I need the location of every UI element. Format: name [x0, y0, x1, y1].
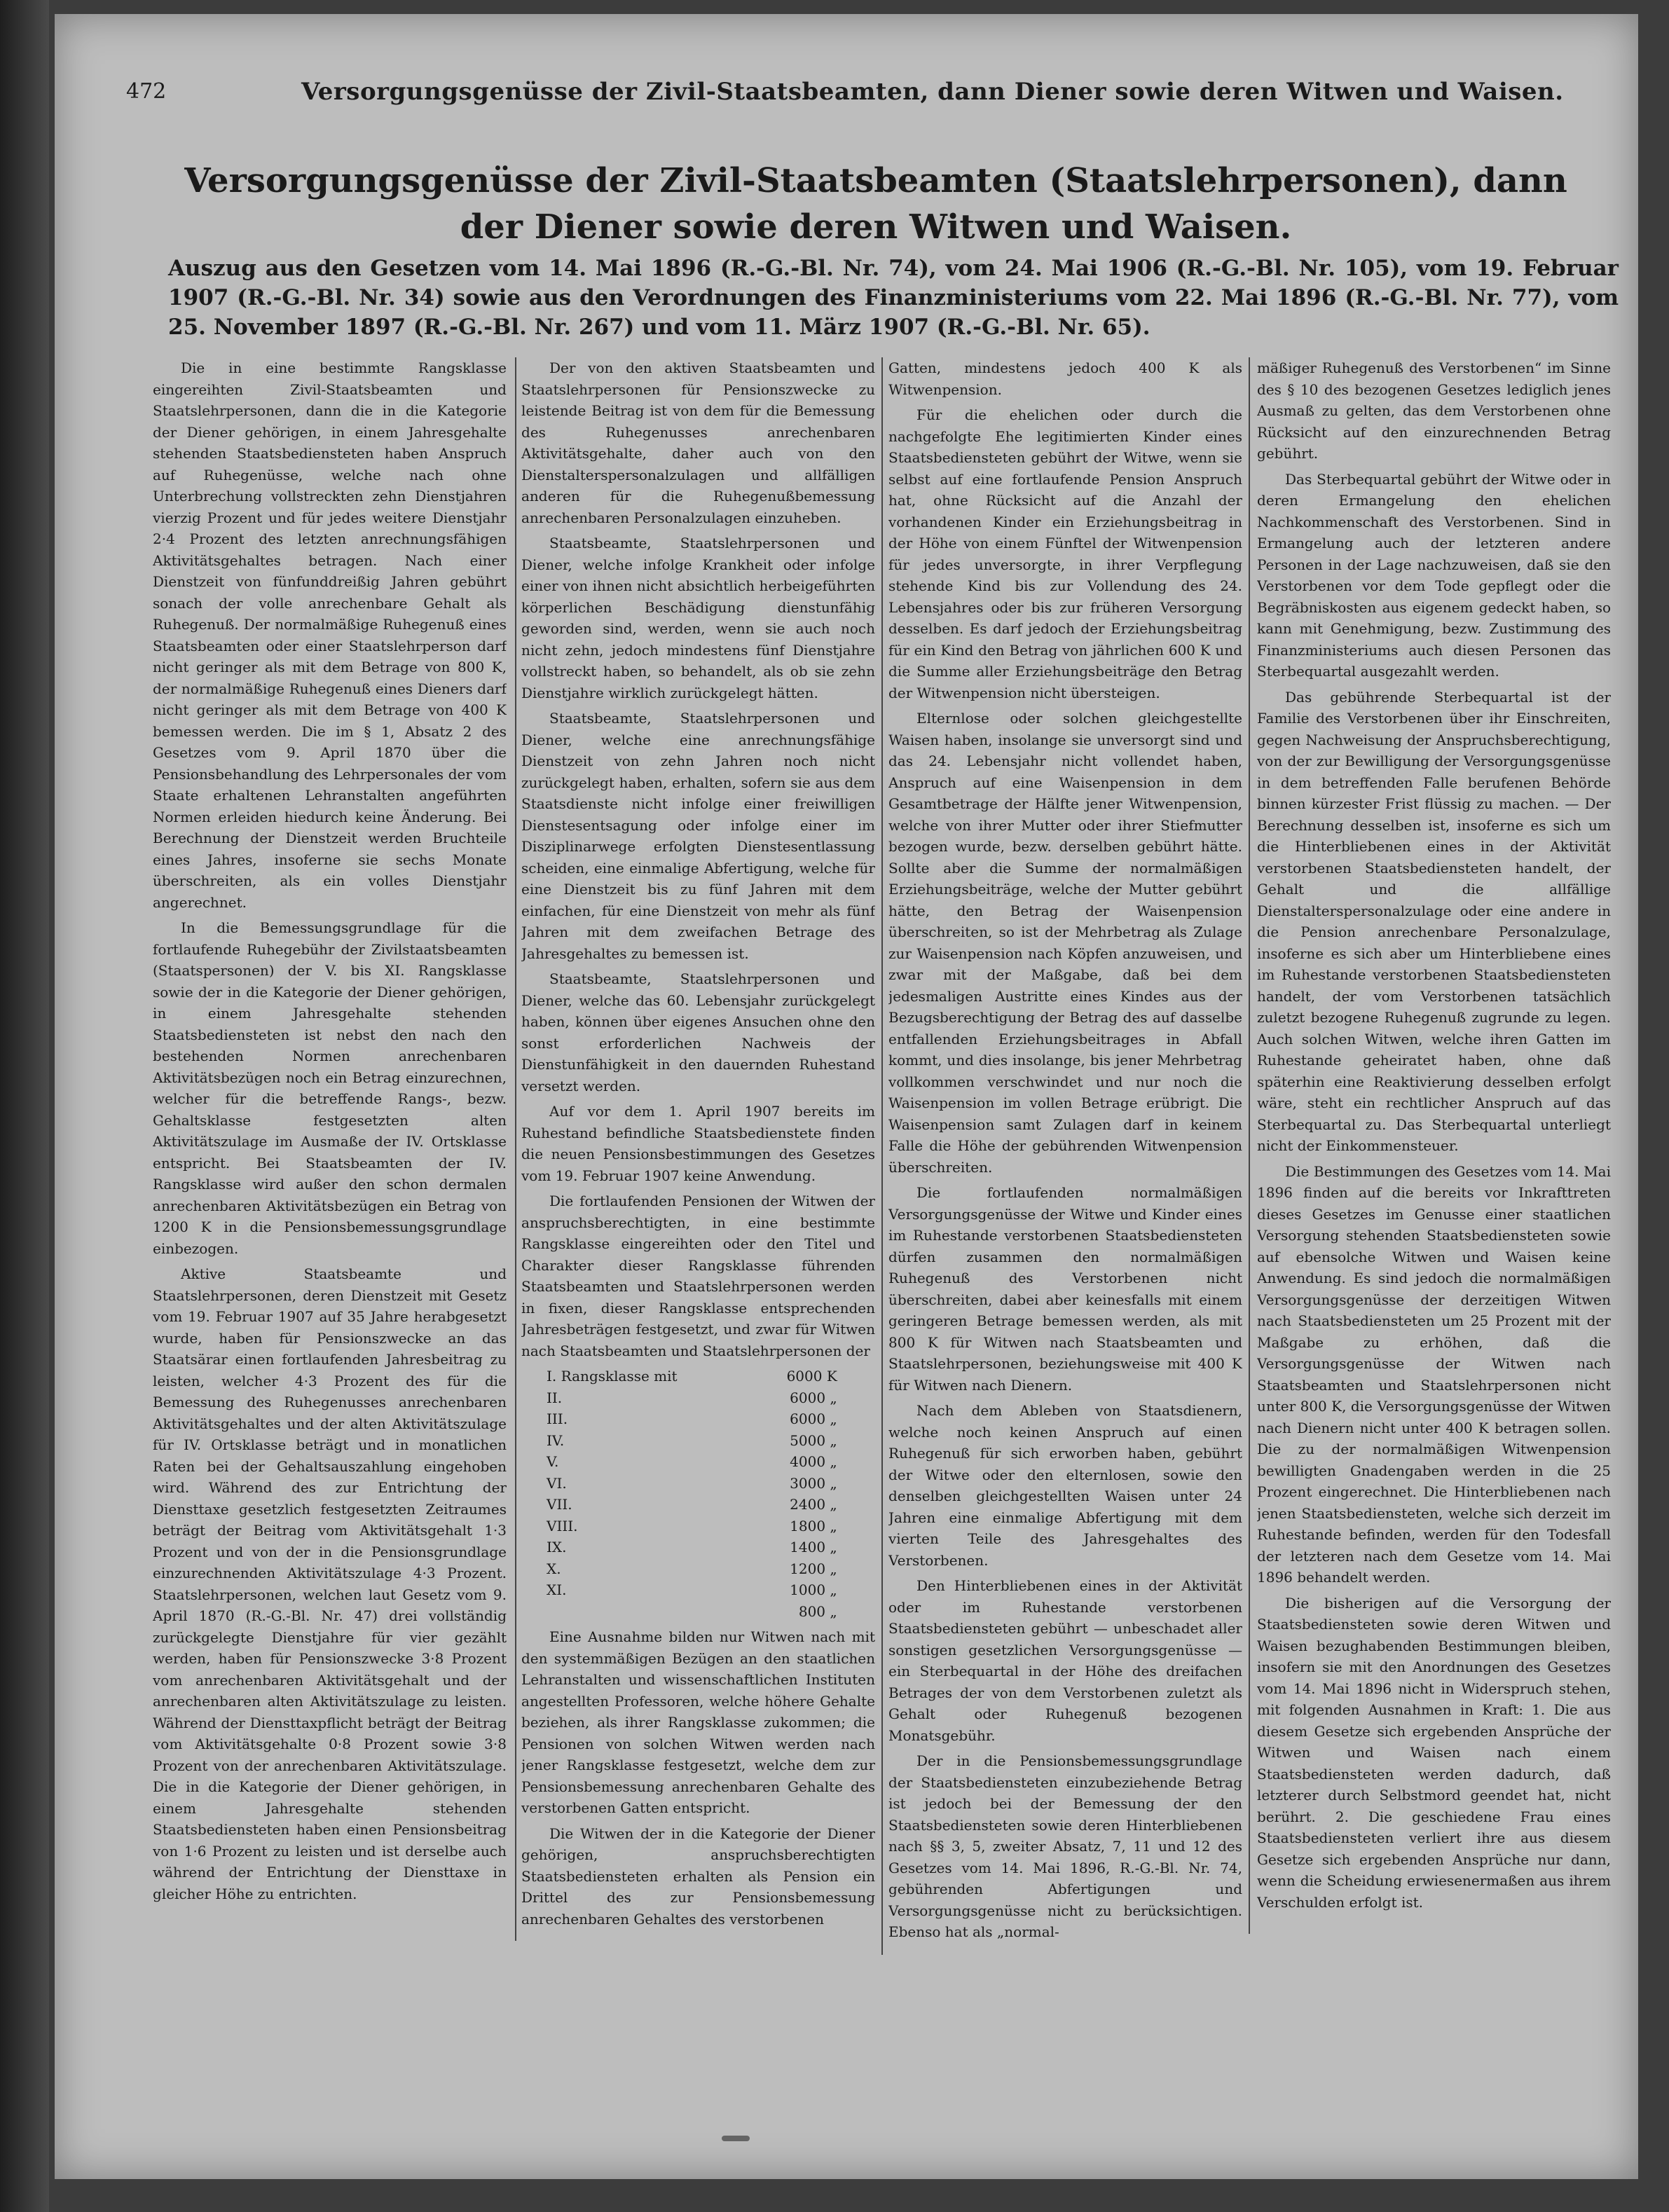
amount-cell: 3000 „ [790, 1474, 837, 1492]
rank-pension-table [542, 1366, 842, 1622]
text-column-3 [888, 357, 1242, 1958]
paragraph: Für die ehelichen oder durch die nachgefolgte Ehe legitimierten Kinder eines Staatsbediensteten gebührt der Witwe, wenn sie selbst auf eine fortlaufende Pension Anspruch hat, ohne Rücksicht auf die Anzahl der vorhandenen Kinder ein Erziehungsbeitrag in der Höhe von einem Fünftel der Witwenpension für jedes unversorgte, in ihrer Verpflegung stehende Kind bis zur Vollendung des 24. Lebensjahres oder bis zur früheren Versorgung desselben. Es darf jedoch der Erziehungsbeitrag für ein Kind den Betrag von jährlichen 600 K und die Summe aller Erziehungsbeiträge den Betrag der Witwenpension nicht übersteigen. [888, 406, 1242, 701]
text-column-1 [153, 357, 507, 1927]
paragraph: Der von den aktiven Staatsbeamten und Staatslehrpersonen für Pensionszwecke zu leistende Beitrag ist von dem für die Bemessung des Ruhegenusses anrechenbaren Aktivitätsgehalte, daher auch von den Dienstalterspersonalzulagen und allfälligen anderen für die Ruhegenußbemessung anrechenbaren Personalzulagen einzuheben. [521, 359, 875, 526]
rank-cell [542, 1601, 682, 1623]
paragraph: Den Hinterbliebenen eines in der Aktivität oder im Ruhestande verstorbenen Staatsbediensteten gebührt — unbeschadet aller sonstigen gesetzlichen Versorgungsgenüsse — ein Sterbequartal in der Höhe des dreifachen Betrages der von dem Verstorbenen zuletzt als Gehalt oder Ruhegenuß bezogenen Monatsgebühr. [888, 1577, 1242, 1744]
paragraph: Die bisherigen auf die Versorgung der Staatsbediensteten sowie deren Witwen und Waisen bezughabenden Bestimmungen bleiben, insofern sie mit den Anordnungen des Gesetzes vom 14. Mai 1896 nicht in Widerspruch stehen, mit folgenden Ausnahmen in Kraft: 1. Die aus diesem Gesetze sich ergebenden Ansprüche der Witwen und Waisen nach einem Staatsbediensteten werden dadurch, daß letzterer durch Selbstmord geendet hat, nicht berührt. 2. Die geschiedene Frau eines Staatsbediensteten verliert ihre aus diesem Gesetze sich ergebenden Ansprüche nur dann, wenn die Scheidung erwiesenermaßen aus ihrem Verschulden erfolgt ist. [1257, 1594, 1611, 1911]
running-header [126, 74, 1564, 116]
paragraph: Staatsbeamte, Staatslehrpersonen und Diener, welche eine anrechnungsfähige Dienstzeit von zehn Jahren noch nicht zurückgelegt haben, erhalten, sofern sie aus dem Staatsdienste nicht infolge einer freiwilligen Dienstesentsagung oder infolge einer im Disziplinarwege erfolgten Dienstesentlassung scheiden, eine einmalige Abfertigung, welche für eine Dienstzeit bis zu fünf Jahren mit dem einfachen, für eine Dienstzeit von mehr als fünf Jahren mit dem zweifachen Betrage des Jahresgehaltes zu bemessen ist. [521, 710, 875, 962]
amount-cell: 1200 „ [790, 1560, 837, 1577]
table-row [542, 1387, 842, 1409]
paragraph: Die fortlaufenden Pensionen der Witwen der anspruchsberechtigten, in eine bestimmte Rangsklasse eingereihten oder den Titel und Charakter dieser Rangsklasse führenden Staatsbeamten und Staatslehrpersonen werden in fixen, dieser Rangsklasse entsprechenden Jahresbeträgen festgesetzt, und zwar für Witwen nach Staatsbeamten und Staatslehrpersonen der [521, 1193, 875, 1359]
column-divider [881, 357, 883, 1955]
table-row [542, 1601, 842, 1623]
amount-cell: 1400 „ [790, 1539, 837, 1555]
rank-cell: V. [547, 1453, 559, 1470]
page-title: Versorgungsgenüsse der Zivil-Staatsbeamten (Staatslehrpersonen), dann der Diener sowie deren Witwen und Waisen. [184, 161, 1567, 247]
page-number: 472 [126, 79, 167, 104]
paragraph: Gatten, mindestens jedoch 400 K als Witwenpension. [888, 359, 1242, 398]
paragraph: In die Bemessungsgrundlage für die fortlaufende Ruhegebühr der Zivilstaatsbeamten (Staatspersonen) der V. bis XI. Rangsklasse sowie der in die Kategorie der Diener gehörigen, in einem Jahresgehalte stehenden Staatsbediensteten ist nebst den nach den bestehenden Normen anrechenbaren Aktivitätsbezügen noch ein Betrag einzurechnen, welcher für die betreffende Rangs-, bezw. Gehaltsklasse festgesetzten alten Aktivitätszulage im Ausmaße der IV. Ortsklasse entspricht. Bei Staatsbeamten der IV. Rangsklasse wird außer den schon dermalen anrechenbaren Aktivitätsbezügen ein Betrag von 1200 K in die Pensionsbemessungsgrundlage einbezogen. [153, 919, 507, 1257]
table-row [542, 1408, 842, 1430]
amount-cell: 2400 „ [790, 1496, 837, 1513]
paragraph: Das Sterbequartal gebührt der Witwe oder in deren Ermangelung den ehelichen Nachkommenschaft des Verstorbenen. Sind in Ermangelung auch der letzteren andere Personen in der Lage nachzuweisen, daß sie den Verstorbenen vor dem Tode gepflegt oder die Begräbniskosten aus eigenem gedeckt haben, so kann mit Genehmigung, bezw. Zustimmung des Finanzministeriums auch diesen Personen das Sterbequartal ausgezahlt werden. [1257, 470, 1611, 680]
table-row [542, 1494, 842, 1516]
rank-cell: VI. [547, 1474, 567, 1492]
rank-cell: VIII. [547, 1517, 578, 1534]
paragraph: Eine Ausnahme bilden nur Witwen nach mit den systemmäßigen Bezügen an den staatlichen Lehranstalten und wissenschaftlichen Instituten angestellten Professoren, welche höhere Gehalte beziehen, als ihrer Rangsklasse zukommen; die Pensionen von solchen Witwen werden nach jener Rangsklasse festgesetzt, welche dem zur Pensionsbemessung anrechenbaren Gehalte des verstorbenen Gatten entspricht. [521, 1628, 875, 1816]
rank-cell: III. [547, 1410, 568, 1427]
amount-cell: 1000 „ [790, 1581, 837, 1598]
table-row [542, 1579, 842, 1601]
table-row [542, 1558, 842, 1580]
paragraph: Die Bestimmungen des Gesetzes vom 14. Mai 1896 finden auf die bereits vor Inkrafttreten dieses Gesetzes im Genusse einer staatlichen Versorgung stehenden Staatsbediensteten sowie auf ebensolche Witwen und Waisen keine Anwendung. Es sind jedoch die normalmäßigen Versorgungsgenüsse der derzeitigen Witwen nach Staatsbediensteten um 25 Prozent mit der Maßgabe zu erhöhen, daß die Versorgungsgenüsse der Witwen nach Staatsbeamten und Staatslehrpersonen nicht unter 800 K, die Versorgungsgenüsse der Witwen nach Dienern nicht unter 400 K betragen sollen. Die zu der normalmäßigen Witwenpension bewilligten Gnadengaben werden in die 25 Prozent eingerechnet. Die Hinterbliebenen nach jenen Staatsbediensteten, welche sich derzeit im Ruhestande befinden, werden für den Todesfall der letzteren nach dem Gesetze vom 14. Mai 1896 behandelt werden. [1257, 1162, 1611, 1586]
paragraph: Die in eine bestimmte Rangsklasse eingereihten Zivil-Staatsbeamten und Staatslehrpersonen, dann die in die Kategorie der Diener gehörigen, in einem Jahresgehalte stehenden Staatsbediensteten haben Anspruch auf Ruhegenüsse, welche nach ohne Unterbrechung vollstreckten zehn Dienstjahren vierzig Prozent und für jedes weitere Dienstjahr 2·4 Prozent des letzten anrechnungsfähigen Aktivitätsgehaltes betragen. Nach einer Dienstzeit von fünfunddreißig Jahren gebührt sonach der volle anrechenbare Gehalt als Ruhegenuß. Der normalmäßige Ruhegenuß eines Staatsbeamten oder einer Staatslehrperson darf nicht geringer als mit dem Betrage von 800 K, der normalmäßige Ruhegenuß eines Dieners darf nicht geringer als mit dem Betrage von 400 K bemessen werden. Die im § 1, Absatz 2 des Gesetzes vom 9. April 1870 über die Pensionsbehandlung des Lehrpersonales der vom Staate erhaltenen Lehranstalten angeführten Normen erleiden hiedurch keine Änderung. Bei Berechnung der Dienstzeit werden Bruchteile eines Jahres, insoferne sie sechs Monate überschreiten, als ein volles Dienstjahr angerechnet. [153, 359, 507, 911]
paragraph: Auf vor dem 1. April 1907 bereits im Ruhestand befindliche Staatsbedienstete finden die neuen Pensionsbestimmungen des Gesetzes vom 19. Februar 1907 keine Anwendung. [521, 1103, 875, 1184]
book-gutter [0, 0, 49, 2212]
rank-cell: VII. [547, 1496, 572, 1513]
table-row [542, 1516, 842, 1537]
table-row [542, 1366, 842, 1387]
amount-cell: 1800 „ [790, 1517, 837, 1534]
table-row [542, 1451, 842, 1473]
rank-cell: XI. [547, 1581, 567, 1598]
amount-cell: 5000 „ [790, 1431, 837, 1449]
table-row [542, 1473, 842, 1495]
running-title: Versorgungsgenüsse der Zivil-Staatsbeamten, dann Diener sowie deren Witwen und Waisen. [301, 78, 1564, 106]
amount-cell: 6000 „ [790, 1389, 837, 1406]
column-divider [1249, 357, 1250, 1934]
paragraph: Staatsbeamte, Staatslehrpersonen und Diener, welche infolge Krankheit oder infolge einer von ihnen nicht absichtlich herbeigeführten körperlichen Beschädigung dienstunfähig geworden sind, werden, wenn sie auch noch nicht zehn, jedoch mindestens fünf Dienstjahre vollstreckt haben, so behandelt, als ob sie zehn Dienstjahre wirklich zurückgelegt hätten. [521, 535, 875, 701]
table-row [542, 1537, 842, 1558]
paragraph: Der in die Pensionsbemessungsgrundlage der Staatsbediensteten einzubeziehende Betrag ist jedoch bei der Bemessung der den Staatsbediensteten sowie deren Hinterbliebenen nach §§ 3, 5, zweiter Absatz, 7, 11 und 12 des Gesetzes vom 14. Mai 1896, R.-G.-Bl. Nr. 74, gebührenden Abfertigungen und Versorgungsgenüsse nicht zu berücksichtigen. Ebenso hat als „normal- [888, 1752, 1242, 1940]
table-row [542, 1430, 842, 1452]
amount-cell: 800 „ [798, 1602, 837, 1620]
amount-cell: 6000 „ [790, 1410, 837, 1427]
amount-cell: 6000 K [786, 1368, 837, 1385]
paragraph: Aktive Staatsbeamte und Staatslehrpersonen, deren Dienstzeit mit Gesetz vom 19. Februar 1907 auf 35 Jahre herabgesetzt wurde, haben für Pensionszwecke an das Staatsärar einen fortlaufenden Jahresbeitrag zu leisten, welcher 4·3 Prozent des für die Bemessung des Ruhegenusses anrechenbaren Aktivitätsgehaltes und der alten Aktivitätszulage für IV. Ortsklasse beträgt und in monatlichen Raten bei der Gehaltsauszahlung eingehoben wird. Während des zur Entrichtung der Diensttaxe gesetzlich festgesetzten Zeitraumes beträgt der Beitrag vom Aktivitätsgehalt 1·3 Prozent und von der in die Pensionsgrundlage einzurechnenden Aktivitätszulage 4·3 Prozent. Staatslehrpersonen, welchen laut Gesetz vom 9. April 1870 (R.-G.-Bl. Nr. 47) drei vollständig zurückgelegte Dienstjahre für vier gezählt werden, haben für Pensionszwecke 3·8 Prozent vom anrechenbaren Aktivitätsgehalt und der anrechenbaren alten Aktivitätszulage zu leisten. Während der Diensttaxpflicht beträgt der Beitrag vom Aktivitätsgehalte 0·8 Prozent sowie 3·8 Prozent von der anrechenbaren Aktivitätszulage. Die in die Kategorie der Diener gehörigen, in einem Jahresgehalte stehenden Staatsbediensteten haben einen Pensionsbeitrag von 1·6 Prozent zu leisten und ist derselbe auch während der Entrichtung der Diensttaxe in gleicher Höhe zu entrichten. [153, 1265, 507, 1902]
paragraph: Die Witwen der in die Kategorie der Diener gehörigen, anspruchsberechtigten Staatsbediensteten erhalten als Pension ein Drittel des zur Pensionsbemessung anrechenbaren Gehaltes des verstorbenen [521, 1825, 875, 1928]
paragraph: Nach dem Ableben von Staatsdienern, welche noch keinen Anspruch auf einen Ruhegenuß für sich erworben haben, gebührt der Witwe oder den elternlosen, sowie den denselben gleichgestellten Waisen unter 24 Jahren eine einmalige Abfertigung mit dem vierten Teile des Jahresgehaltes des Verstorbenen. [888, 1402, 1242, 1569]
paragraph: mäßiger Ruhegenuß des Verstorbenen“ im Sinne des § 10 des bezogenen Gesetzes lediglich jenes Ausmaß zu gelten, das dem Verstorbenen ohne Rücksicht auf den einzurechnenden Betrag gebührt. [1257, 359, 1611, 462]
column-divider [515, 357, 516, 1941]
rank-cell: I. Rangsklasse mit [547, 1368, 678, 1385]
ink-smudge [722, 2136, 750, 2141]
paragraph: Die fortlaufenden normalmäßigen Versorgungsgenüsse der Witwe und Kinder eines im Ruhestande verstorbenen Staatsbediensteten dürfen zusammen den normalmäßigen Ruhegenuß des Verstorbenen nicht überschreiten, dabei aber keinesfalls mit einem geringeren Betrage bemessen werden, als mit 800 K für Witwen nach Staatsbeamten und Staatslehrpersonen, beziehungsweise mit 400 K für Witwen nach Dienern. [888, 1184, 1242, 1394]
amount-cell: 4000 „ [790, 1453, 837, 1470]
rank-cell: IV. [547, 1431, 565, 1449]
rank-cell: IX. [547, 1539, 567, 1555]
text-column-2 [521, 357, 875, 1962]
rank-cell: II. [547, 1389, 563, 1406]
rank-cell: X. [547, 1560, 561, 1577]
paragraph: Elternlose oder solchen gleichgestellte Waisen haben, insolange sie unversorgt sind und das 24. Lebensjahr nicht vollendet haben, Anspruch auf eine Waisenpension in dem Gesamtbetrage der Hälfte jener Witwenpension, welche von ihrer Mutter oder ihrer Stiefmutter bezogen wurde, bezw. derselben gebührt hätte. Sollte aber die Summe der normalmäßigen Erziehungsbeiträge, welche der Mutter gebührt hätte, den Betrag der Waisenpension überschreiten, so ist der Mehrbetrag als Zulage zur Waisenpension nach Köpfen anzuweisen, und zwar mit der Maßgabe, daß bei dem jedesmaligen Austritte eines Kindes aus der Bezugsberechtigung der Betrag des auf dasselbe entfallenden Erziehungsbeitrages in Abfall kommt, und dies insolange, bis jener Mehrbetrag vollkommen verschwindet und nur noch die Waisenpension im vollen Betrage erübrigt. Die Waisenpension samt Zulagen darf in keinem Falle die Höhe der gebührenden Witwenpension überschreiten. [888, 710, 1242, 1176]
paragraph: Das gebührende Sterbequartal ist der Familie des Verstorbenen über ihr Einschreiten, gegen Nachweisung der Anspruchsberechtigung, von der zur Bewilligung der Versorgungsgenüsse in dem betreffenden Falle berufenen Behörde binnen kürzester Frist flüssig zu machen. — Der Berechnung desselben ist, insoferne es sich um die Hinterbliebenen eines in der Aktivität verstorbenen Staatsbediensteten handelt, der Gehalt und die allfällige Dienstalterspersonalzulage oder eine andere in die Pension anrechenbare Personalzulage, insoferne es sich aber um Hinterbliebene eines im Ruhestande verstorbenen Staatsbediensteten handelt, der vom Verstorbenen tatsächlich zuletzt bezogene Ruhegenuß zugrunde zu legen. Auch solchen Witwen, welche ihren Gatten im Ruhestande geheiratet haben, ohne daß späterhin eine Reaktivierung desselben erfolgt wäre, steht ein rechtlicher Anspruch auf das Sterbequartal zu. Das Sterbequartal unterliegt nicht der Einkommensteuer. [1257, 688, 1611, 1154]
legal-source-subtitle: Auszug aus den Gesetzen vom 14. Mai 1896 (R.-G.-Bl. Nr. 74), vom 24. Mai 1906 (R.-G.-Bl. Nr. 105), vom 19. Februar 1907 (R.-G.-Bl. Nr. 34) sowie aus den Verordnungen des Finanzministeriums vom 22. Mai 1896 (R.-G.-Bl. Nr. 77), vom 25. November 1897 (R.-G.-Bl. Nr. 267) und vom 11. März 1907 (R.-G.-Bl. Nr. 65). [168, 256, 1619, 340]
paragraph: Staatsbeamte, Staatslehrpersonen und Diener, welche das 60. Lebensjahr zurückgelegt haben, können über eigenes Ansuchen ohne den sonst erforderlichen Nachweis der Dienstunfähigkeit in den dauernden Ruhestand versetzt werden. [521, 970, 875, 1094]
text-column-4 [1257, 357, 1611, 1927]
